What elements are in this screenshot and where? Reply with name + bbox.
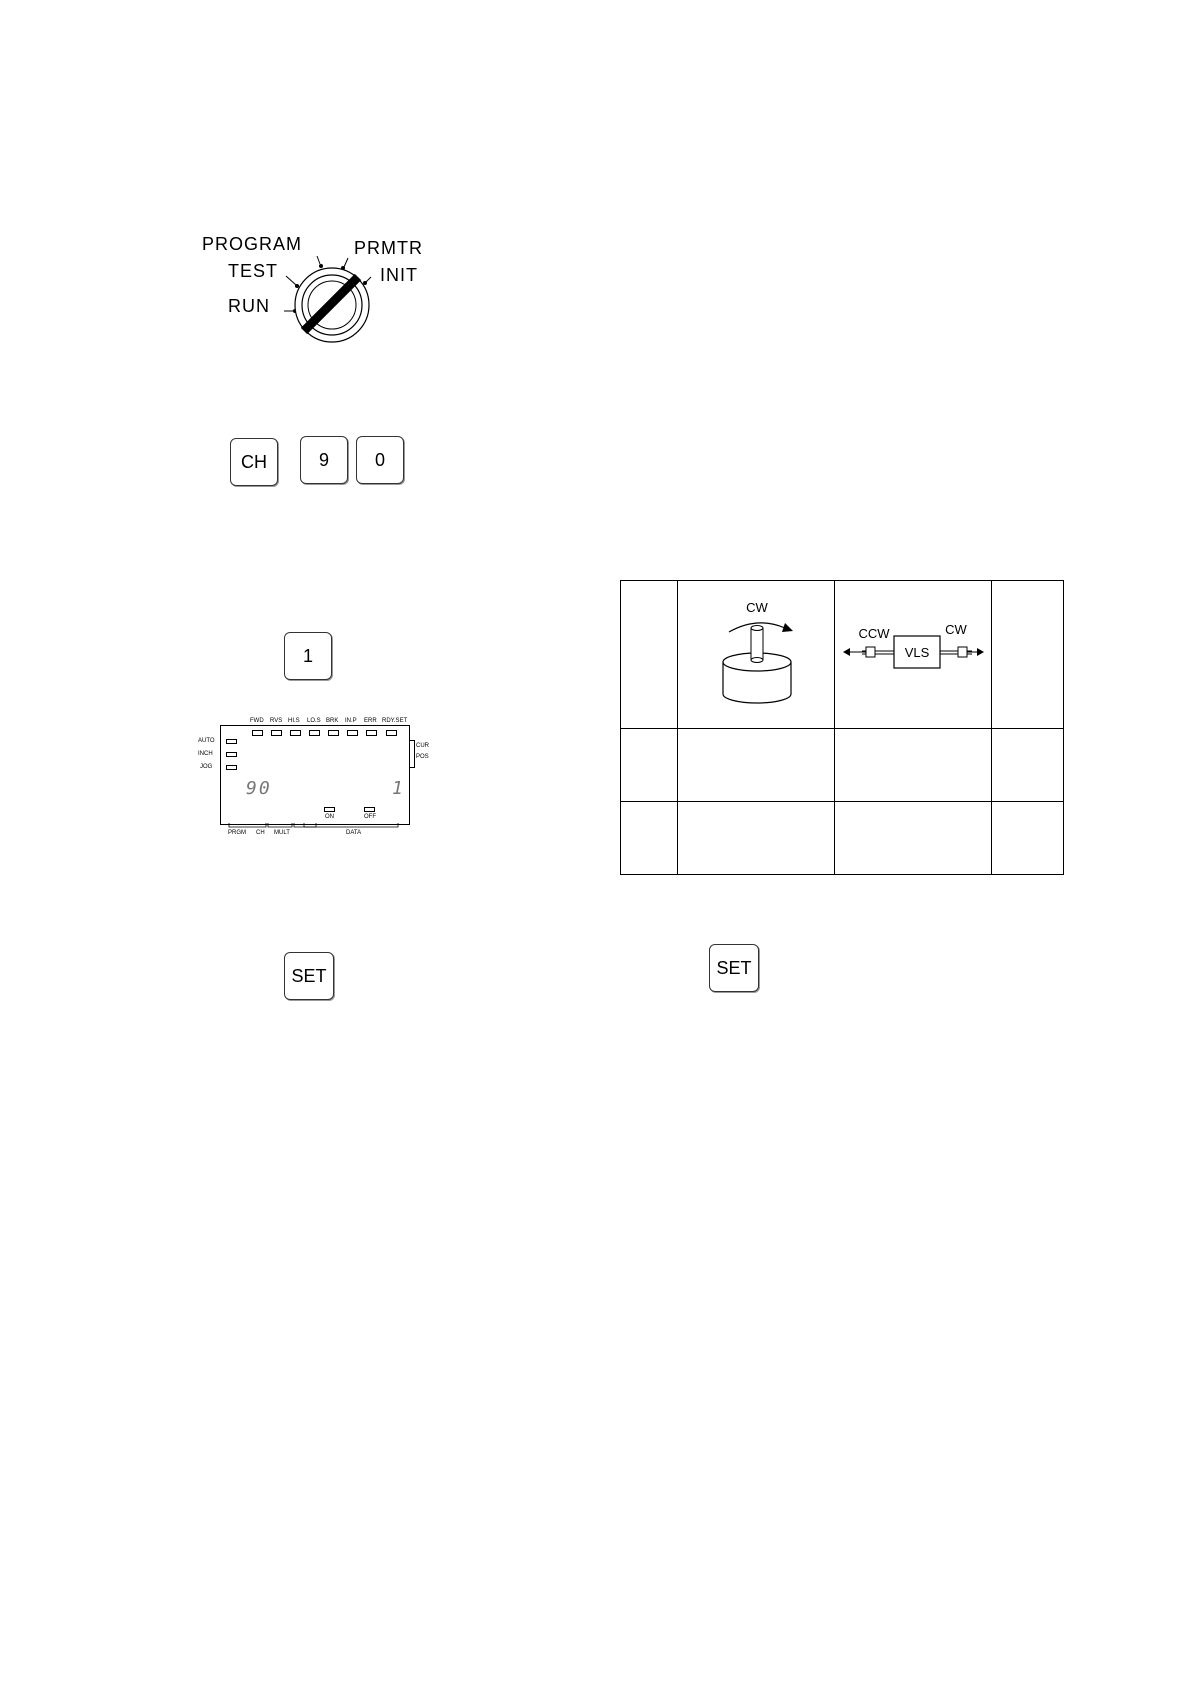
set-key-label: SET	[291, 965, 327, 986]
lcd-label-on: ON	[325, 814, 334, 820]
vls-ccw-label: CCW	[858, 626, 890, 641]
lcd-label-off: OFF	[364, 814, 376, 820]
digit-9-key-label: 9	[318, 449, 329, 470]
lcd-label-rdyset: RDY.SET	[382, 718, 408, 724]
lcd-channel-digits: 90	[246, 778, 272, 799]
lcd-indicator-auto	[226, 739, 237, 744]
digit-0-key-label: 0	[374, 449, 385, 470]
lcd-label-jog: JOG	[200, 764, 213, 770]
lcd-label-his: HI.S	[288, 718, 300, 724]
lcd-label-inp: IN.P	[345, 718, 357, 724]
table-cell-motor	[678, 581, 835, 729]
table-row	[621, 729, 1064, 802]
lcd-label-fwd: FWD	[250, 718, 264, 724]
lcd-label-auto: AUTO	[198, 738, 215, 744]
table-row	[621, 802, 1064, 875]
mode-label-prmtr: PRMTR	[354, 238, 423, 258]
lcd-label-cur: CUR	[416, 743, 429, 749]
lcd-label-inch: INCH	[198, 751, 213, 757]
lcd-label-prgm: PRGM	[228, 830, 246, 836]
mode-label-init: INIT	[380, 265, 418, 285]
table-cell	[621, 729, 678, 802]
ch-key-button[interactable]	[230, 438, 278, 486]
lcd-indicator-off	[364, 807, 375, 812]
lcd-indicator-rdyset	[386, 730, 397, 736]
lcd-indicator-rvs	[271, 730, 282, 736]
lcd-label-data: DATA	[346, 830, 362, 836]
lcd-indicator-inch	[226, 752, 237, 757]
lcd-indicator-los	[309, 730, 320, 736]
rotary-knob-icon	[196, 228, 436, 348]
lcd-label-rvs: RVS	[270, 718, 283, 724]
digit-1-key-label: 1	[302, 645, 313, 666]
set-key-button-right[interactable]	[709, 944, 759, 992]
direction-table	[620, 580, 1064, 875]
table-cell	[992, 729, 1064, 802]
table-cell	[992, 581, 1064, 729]
table-cell	[621, 802, 678, 875]
lcd-indicator-fwd	[252, 730, 263, 736]
lcd-label-los: LO.S	[307, 718, 321, 724]
lcd-label-brk: BRK	[326, 718, 339, 724]
mode-selector-switch[interactable]	[196, 228, 436, 348]
mode-label-program: PROGRAM	[202, 234, 303, 254]
lcd-indicator-inp	[347, 730, 358, 736]
table-cell	[835, 729, 992, 802]
table-cell	[621, 581, 678, 729]
digit-0-key-button[interactable]	[356, 436, 404, 484]
ch-key-label: CH	[241, 451, 267, 472]
motor-cw-label: CW	[746, 600, 768, 615]
motor-cw-rotation-icon	[681, 592, 831, 712]
lcd-data-digit: 1	[392, 778, 405, 799]
mode-label-run: RUN	[228, 296, 270, 316]
lcd-label-mult: MULT	[274, 830, 290, 836]
set-key-button[interactable]	[284, 952, 334, 1000]
lcd-indicator-brk	[328, 730, 339, 736]
digit-1-key-button[interactable]	[284, 632, 332, 680]
lcd-indicator-his	[290, 730, 301, 736]
lcd-frame	[220, 725, 410, 825]
lcd-label-pos: POS	[416, 754, 429, 760]
table-row	[621, 581, 1064, 729]
table-cell	[992, 802, 1064, 875]
set-key-label-right: SET	[716, 957, 752, 978]
vls-cw-label: CW	[945, 622, 967, 637]
lcd-indicator-jog	[226, 765, 237, 770]
mode-label-test: TEST	[228, 261, 279, 281]
lcd-indicator-err	[366, 730, 377, 736]
table-cell	[678, 802, 835, 875]
vls-direction-icon	[838, 612, 988, 692]
table-cell-vls	[835, 581, 992, 729]
digit-9-key-button[interactable]	[300, 436, 348, 484]
lcd-display-panel	[196, 710, 436, 840]
lcd-label-err: ERR	[364, 718, 377, 724]
table-cell	[835, 802, 992, 875]
lcd-label-ch: CH	[256, 830, 265, 836]
vls-box-label: VLS	[904, 645, 930, 660]
lcd-right-bracket	[410, 740, 415, 768]
lcd-indicator-on	[324, 807, 335, 812]
table-cell	[678, 729, 835, 802]
